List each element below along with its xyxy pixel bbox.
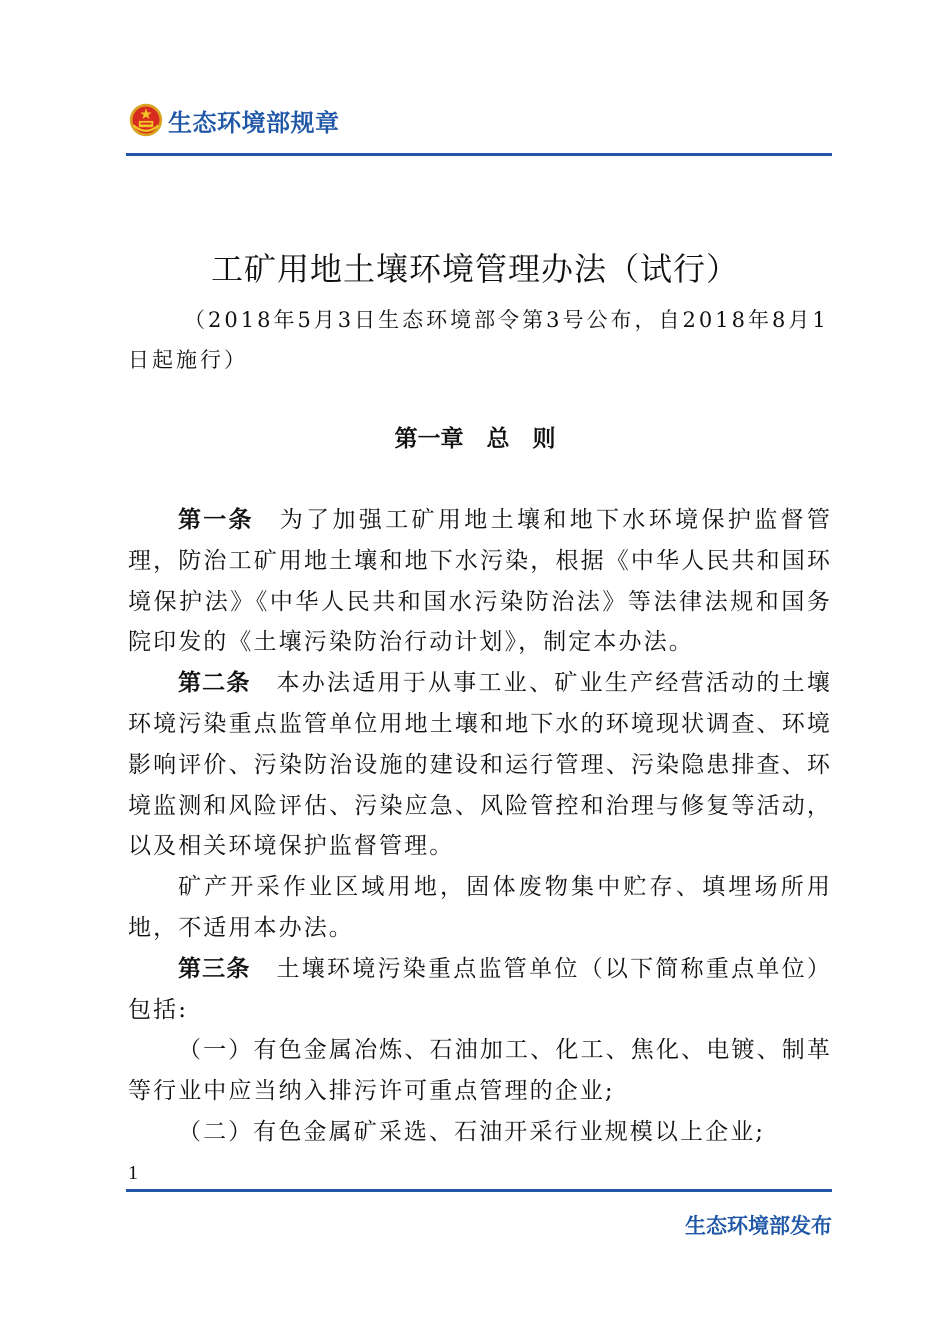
article-text: 为了加强工矿用地土壤和地下水环境保护监督管理，防治工矿用地土壤和地下水污染，根据《中华人民共和国环境保护法》《中华人民共和国水污染防治法》等法律法规和国务院印发的《土壤污染防治行动计划》，制定本办法。 bbox=[128, 507, 833, 656]
national-emblem-icon bbox=[128, 102, 164, 138]
header-divider bbox=[126, 153, 832, 156]
article-paragraph bbox=[128, 867, 832, 949]
footer-publisher: 生态环境部发布 bbox=[685, 1214, 832, 1238]
list-item bbox=[128, 1030, 832, 1112]
header bbox=[128, 98, 340, 142]
article-text: 矿产开采作业区域用地，固体废物集中贮存、填埋场所用地，不适用本办法。 bbox=[128, 874, 832, 941]
article-paragraph bbox=[128, 500, 832, 663]
list-item bbox=[128, 1112, 832, 1153]
article-text: 本办法适用于从事工业、矿业生产经营活动的土壤环境污染重点监管单位用地土壤和地下水的环境现状调查、环境影响评价、污染防治设施的建设和运行管理、污染隐患排查、环境监测和风险评估、污染应急、风险管控和治理与修复等活动，以及相关环境保护监督管理。 bbox=[128, 670, 833, 860]
article-heading: 第三条 bbox=[178, 955, 251, 982]
document-body bbox=[128, 500, 832, 1153]
page-number: 1 bbox=[128, 1162, 138, 1184]
article-text: 土壤环境污染重点监管单位（以下简称重点单位）包括: bbox=[128, 955, 833, 1023]
article-heading: 第二条 bbox=[178, 670, 251, 697]
article-paragraph bbox=[128, 663, 832, 867]
list-item-text: （二）有色金属矿采选、石油开采行业规模以上企业; bbox=[178, 1118, 766, 1145]
list-item-text: （一）有色金属冶炼、石油加工、化工、焦化、电镀、制革等行业中应当纳入排污许可重点管理的企业; bbox=[128, 1037, 832, 1105]
document-subtitle: （2018年5月3日生态环境部令第3号公布，自2018年8月1日起施行） bbox=[128, 308, 829, 372]
footer-divider bbox=[126, 1189, 832, 1192]
chapter-heading: 第一章 总 则 bbox=[394, 426, 556, 452]
document-title: 工矿用地土壤环境管理办法（试行） bbox=[210, 250, 739, 288]
article-heading: 第一条 bbox=[178, 507, 254, 533]
article-paragraph bbox=[128, 949, 832, 1031]
header-title: 生态环境部规章 bbox=[168, 108, 340, 137]
